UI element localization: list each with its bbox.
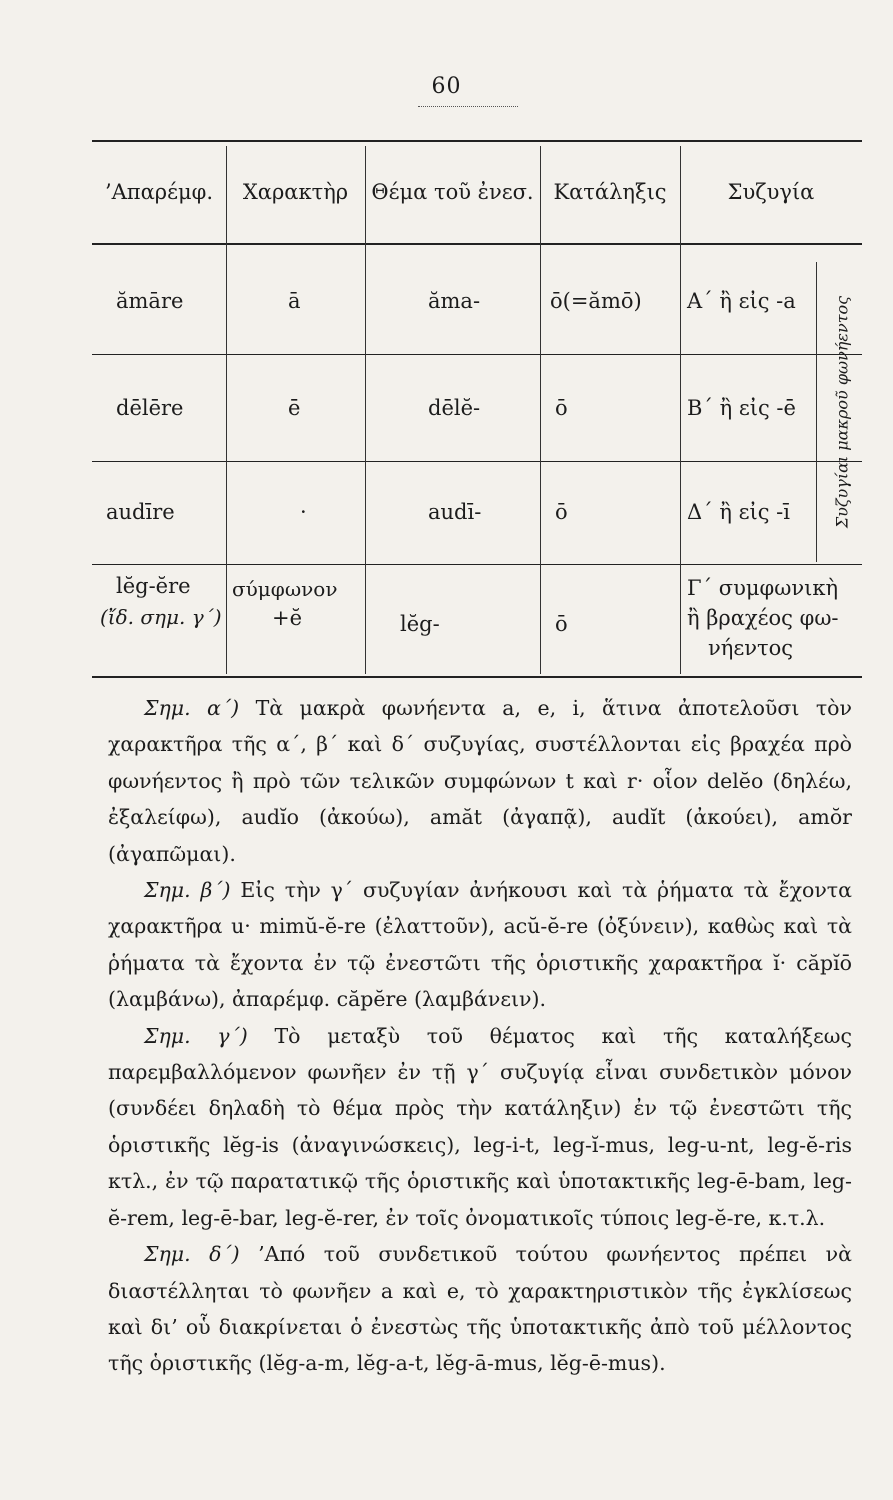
row4-infinitive-note: (ἴδ. σημ. γ΄) bbox=[100, 605, 222, 629]
header-conjugation: Συζυγία bbox=[727, 180, 815, 204]
page-number: 60 bbox=[431, 74, 462, 99]
row4-conjugation-line2: ἢ βραχέος φω- bbox=[687, 606, 839, 630]
note-d-text: ’Από τοῦ συνδετικοῦ τούτου φωνήεντος πρέπει νὰ διαστέλληται τὸ φωνῆεν a καὶ e, τὸ χαρακτηριστικὸν τῆς ἐγκλίσεως καὶ δι’ οὗ διακρίνεται ὁ ἐνεστὼς τῆς ὑποτακτικῆς ἀπὸ τοῦ μέλλοντος τῆς ὁριστικῆς (lĕg-a-m, lĕg-a-t, lĕg-ā-mus, lĕg-ē-mus). bbox=[108, 1242, 852, 1376]
row-rule-3 bbox=[92, 564, 862, 565]
row1-character: ā bbox=[288, 289, 301, 313]
row4-character-vowel: +ĕ bbox=[272, 606, 303, 630]
row-rule-2 bbox=[92, 461, 862, 462]
row2-infinitive: dēlēre bbox=[116, 396, 184, 420]
table-header-rule bbox=[92, 243, 862, 245]
column-divider bbox=[365, 146, 366, 674]
row2-ending: ō bbox=[555, 396, 568, 420]
row-rule-1 bbox=[92, 354, 862, 355]
row3-stem: audī- bbox=[428, 500, 482, 524]
row1-ending: ō(=ămō) bbox=[550, 289, 642, 313]
row4-conjugation-line3: νήεντος bbox=[708, 636, 794, 660]
header-stem: Θέμα τοῦ ἐνεσ. bbox=[371, 180, 534, 204]
row1-infinitive: ămāre bbox=[116, 289, 184, 313]
row2-stem: dēlĕ- bbox=[428, 396, 481, 420]
row3-infinitive: audīre bbox=[106, 500, 175, 524]
row1-conjugation: Α΄ ἢ εἰς -a bbox=[687, 289, 796, 313]
row2-conjugation: Β΄ ἢ εἰς -ē bbox=[687, 396, 796, 420]
row3-ending: ō bbox=[555, 500, 568, 524]
row4-ending: ō bbox=[555, 612, 568, 636]
note-c bbox=[108, 1018, 852, 1236]
row3-character: · bbox=[300, 500, 307, 524]
column-divider bbox=[540, 146, 541, 674]
header-character: Χαρακτὴρ bbox=[242, 180, 349, 204]
note-a-text: Τὰ μακρὰ φωνήεντα a, e, i, ἅτινα ἀποτελοῦσι τὸν χαρακτῆρα τῆς α΄, β΄ καὶ δ΄ συζυγίας, συστέλλονται εἰς βραχέα πρὸ φωνήεντος ἢ πρὸ τῶν τελικῶν συμφώνων t καὶ r· οἷον delĕo (δηλέω, ἐξαλείφω), audĭo (ἀκούω), amăt (ἀγαπᾷ), audĭt (ἀκούει), amŏr (ἀγαπῶμαι). bbox=[108, 696, 852, 866]
header-infinitive: ’Απαρέμφ. bbox=[104, 180, 214, 204]
table-bottom-rule bbox=[92, 676, 862, 678]
notes-section bbox=[108, 690, 852, 1382]
side-label-text: Συζυγίαι μακροῦ φωνήεντος bbox=[832, 295, 852, 529]
row1-stem: ăma- bbox=[428, 289, 481, 313]
row4-conjugation-line1: Γ΄ συμφωνικὴ bbox=[687, 576, 839, 600]
page-number-rule bbox=[418, 106, 518, 107]
header-ending: Κατάληξις bbox=[553, 180, 667, 204]
side-label bbox=[820, 262, 864, 562]
note-b bbox=[108, 872, 852, 1018]
row2-character: ē bbox=[288, 396, 301, 420]
row3-conjugation: Δ΄ ἢ εἰς -ī bbox=[687, 500, 790, 524]
column-divider bbox=[680, 146, 681, 674]
note-d-label: Σημ. δ΄) bbox=[144, 1242, 240, 1267]
note-a bbox=[108, 690, 852, 872]
note-b-label: Σημ. β΄) bbox=[144, 878, 231, 903]
row4-infinitive: lĕg-ĕre bbox=[116, 574, 191, 598]
note-d bbox=[108, 1236, 852, 1382]
table-top-rule bbox=[92, 140, 862, 142]
note-b-text: Εἰς τὴν γ΄ συζυγίαν ἀνήκουσι καὶ τὰ ῥήματα τὰ ἔχοντα χαρακτῆρα u· mimŭ-ĕ-re (ἐλαττοῦν), acŭ-ĕ-re (ὀξύνειν), καθὼς καὶ τὰ ῥήματα τὰ ἔχοντα ἐν τῷ ἐνεστῶτι τῆς ὁριστικῆς χαρακτῆρα ĭ· căpĭō (λαμβάνω), ἀπαρέμφ. căpĕre (λαμβάνειν). bbox=[108, 878, 852, 1012]
row4-character: σύμφωνον bbox=[232, 577, 338, 601]
note-a-label: Σημ. α΄) bbox=[144, 696, 240, 720]
note-c-label: Σημ. γ΄) bbox=[144, 1023, 248, 1048]
note-c-text: Τὸ μεταξὺ τοῦ θέματος καὶ τῆς καταλήξεως παρεμβαλλόμενον φωνῆεν ἐν τῇ γ΄ συζυγίᾳ εἶναι συνδετικὸν μόνον (συνδέει δηλαδὴ τὸ θέμα πρὸς τὴν κατάληξιν) ἐν τῷ ἐνεστῶτι τῆς ὁριστικῆς lĕg-is (ἀναγινώσκεις), leg-i-t, leg-ĭ-mus, leg-u-nt, leg-ĕ-ris κτλ., ἐν τῷ παρατατικῷ τῆς ὁριστικῆς καὶ ὑποτακτικῆς leg-ē-bam, leg-ĕ-rem, leg-ē-bar, leg-ĕ-rer, ἐν τοῖς ὀνοματικοῖς τύποις leg-ĕ-re, κ.τ.λ. bbox=[108, 1023, 852, 1230]
column-divider bbox=[226, 146, 227, 674]
row4-stem: lĕg- bbox=[400, 612, 440, 636]
